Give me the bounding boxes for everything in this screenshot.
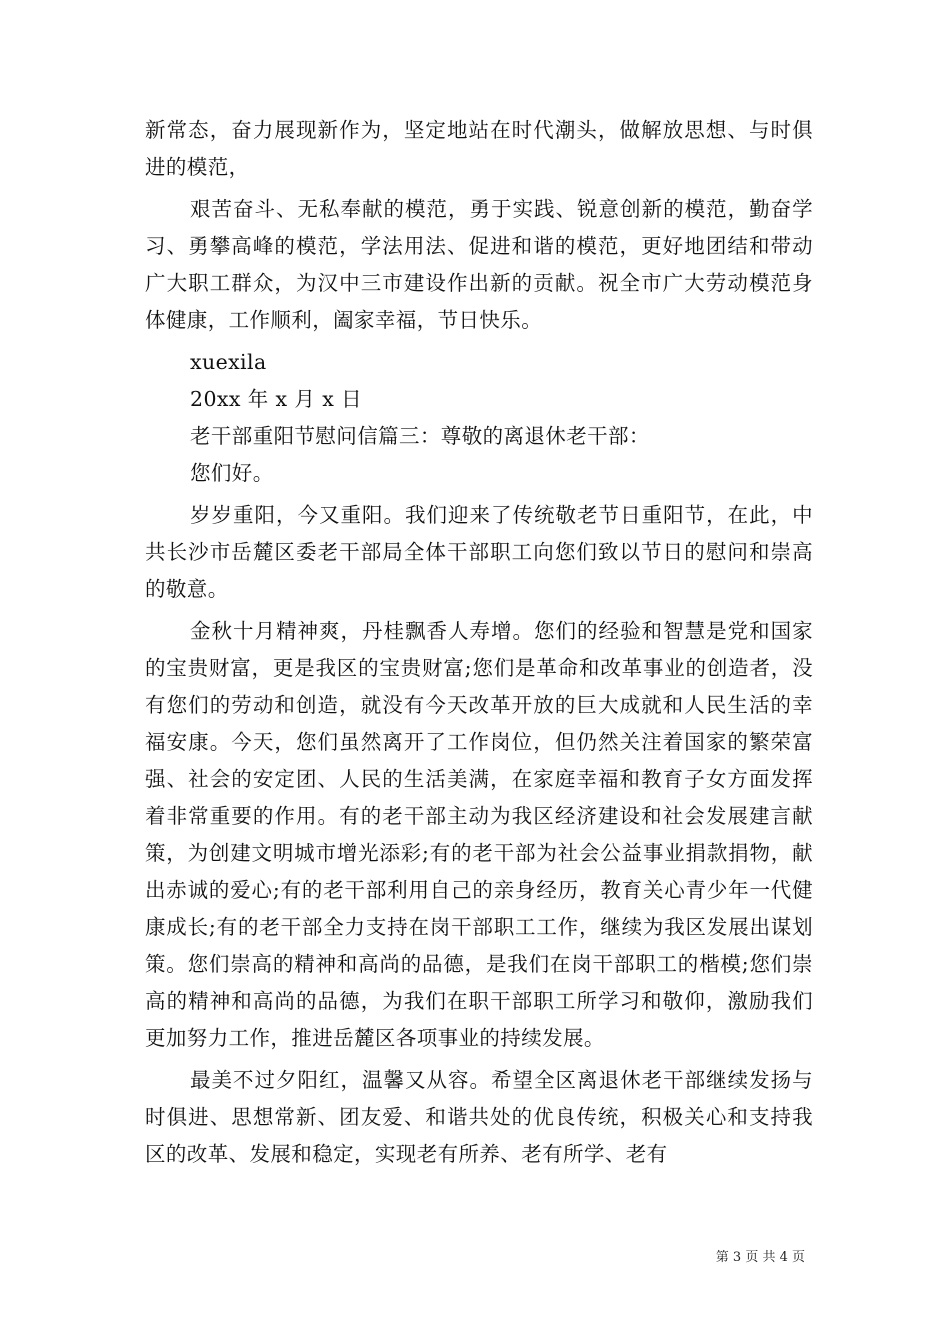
- paragraph-sunset: 最美不过夕阳红，温馨又从容。希望全区离退休老干部继续发扬与时俱进、思想常新、团友爱、和谐共处的优良传统，积极关心和支持我区的改革、发展和稳定，实现老有所养、老有所学、老有: [145, 1068, 813, 1166]
- letter-greeting: 您们好。: [190, 461, 274, 485]
- signature-name: xuexila: [190, 350, 267, 374]
- page-number: 第 3 页 共 4 页: [715, 1250, 805, 1265]
- paragraph-festival: 岁岁重阳，今又重阳。我们迎来了传统敬老节日重阳节，在此，中共长沙市岳麓区委老干部局全体干部职工向您们致以节日的慰问和崇高的敬意。: [145, 503, 813, 601]
- document-body: [145, 112, 813, 1173]
- paragraph-continuation: 新常态，奋力展现新作为，坚定地站在时代潮头，做解放思想、与时俱进的模范，: [145, 118, 813, 179]
- letter-heading: 老干部重阳节慰问信篇三：尊敬的离退休老干部：: [190, 424, 650, 448]
- paragraph-model-workers: 艰苦奋斗、无私奉献的模范，勇于实践、锐意创新的模范，勤奋学习、勇攀高峰的模范，学法用法、促进和谐的模范，更好地团结和带动广大职工群众，为汉中三市建设作出新的贡献。祝全市广大劳动模范身体健康，工作顺利，阖家幸福，节日快乐。: [145, 197, 813, 332]
- signature-date: 20xx 年 x 月 x 日: [190, 387, 363, 411]
- paragraph-autumn: 金秋十月精神爽，丹桂飘香人寿增。您们的经验和智慧是党和国家的宝贵财富，更是我区的宝贵财富;您们是革命和改革事业的创造者，没有您们的劳动和创造，就没有今天改革开放的巨大成就和人民生活的幸福安康。今天，您们虽然离开了工作岗位，但仍然关注着国家的繁荣富强、社会的安定团、人民的生活美满，在家庭幸福和教育子女方面发挥着非常重要的作用。有的老干部主动为我区经济建设和社会发展建言献策，为创建文明城市增光添彩;有的老干部为社会公益事业捐款捐物，献出赤诚的爱心;有的老干部利用自己的亲身经历，教育关心青少年一代健康成长;有的老干部全力支持在岗干部职工工作，继续为我区发展出谋划策。您们崇高的精神和高尚的品德，是我们在岗干部职工的楷模;您们崇高的精神和高尚的品德，为我们在职干部职工所学习和敬仰，激励我们更加努力工作，推进岳麓区各项事业的持续发展。: [145, 619, 813, 1050]
